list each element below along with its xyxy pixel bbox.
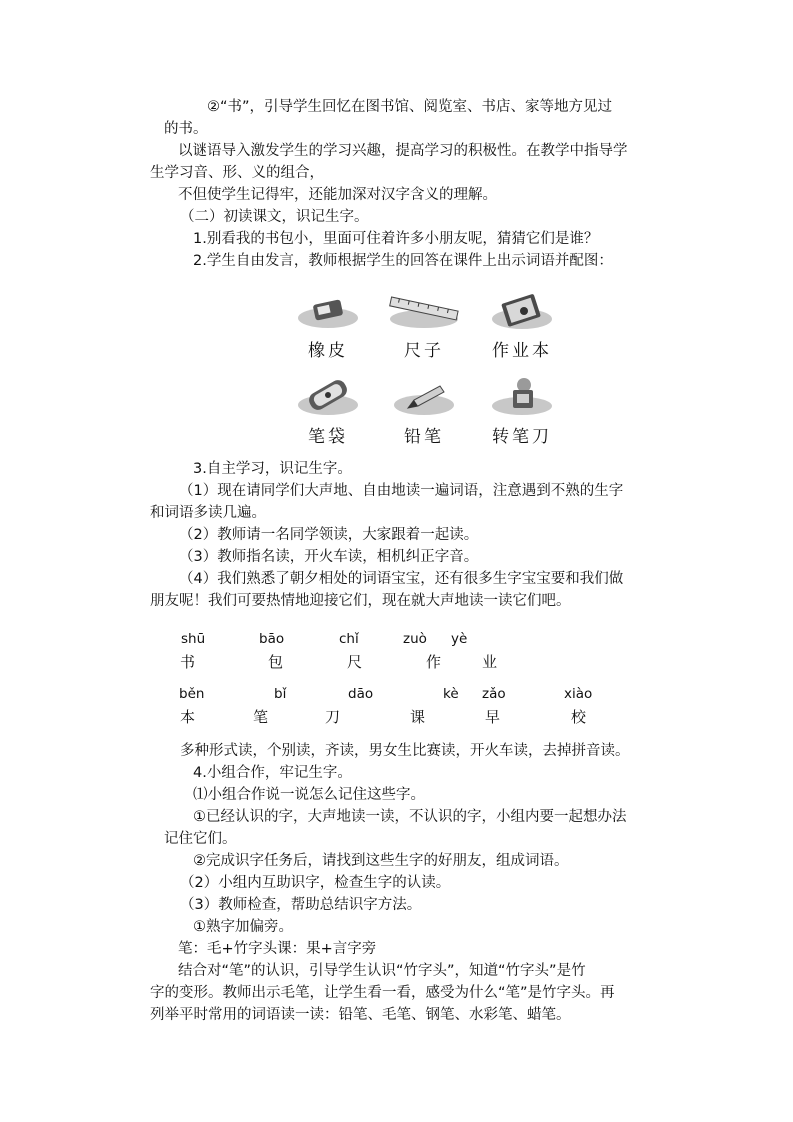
pinyin-syllable: xiào bbox=[564, 686, 593, 702]
pinyin-syllable: shū bbox=[181, 631, 206, 647]
ruler-icon bbox=[386, 292, 462, 330]
hanzi-character: 尺 bbox=[347, 653, 363, 671]
hanzi-character: 刀 bbox=[325, 708, 341, 726]
figure-item-pencil bbox=[384, 378, 464, 447]
paragraph-line: 4.小组合作，牢记生字。 bbox=[193, 765, 352, 781]
pinyin-syllable: kè bbox=[443, 686, 459, 702]
paragraph-line: （2）教师请一名同学领读，大家跟着一起读。 bbox=[179, 527, 479, 543]
eraser-icon bbox=[296, 292, 360, 330]
pinyin-syllable: bāo bbox=[259, 631, 285, 647]
hanzi-character: 书 bbox=[180, 653, 196, 671]
paragraph-line: 笔：毛+竹字头课：果+言字旁 bbox=[178, 941, 377, 957]
paragraph-line: （3）教师指名读，开火车读，相机纠正字音。 bbox=[179, 549, 479, 565]
hanzi-character: 课 bbox=[410, 708, 426, 726]
figure-label: 转笔刀 bbox=[492, 427, 552, 447]
figure-label: 铅笔 bbox=[404, 427, 444, 447]
figure-item-sharpener bbox=[482, 378, 562, 447]
hanzi-character: 作 bbox=[426, 653, 442, 671]
figure-item-pencil-case bbox=[288, 378, 368, 447]
paragraph-line: （2）小组内互助识字，检查生字的认读。 bbox=[180, 875, 451, 891]
pencil-case-icon bbox=[296, 378, 360, 416]
paragraph-line: 记住它们。 bbox=[164, 831, 237, 847]
hanzi-character: 笔 bbox=[253, 708, 269, 726]
hanzi-character: 业 bbox=[482, 653, 498, 671]
pinyin-syllable: zǎo bbox=[482, 686, 506, 702]
figure-label: 尺子 bbox=[404, 341, 444, 361]
paragraph-line: 3.自主学习，识记生字。 bbox=[193, 461, 352, 477]
paragraph-line: 生学习音、形、义的组合， bbox=[150, 165, 324, 181]
paragraph-line: 的书。 bbox=[164, 121, 208, 137]
paragraph-line: ①熟字加偏旁。 bbox=[193, 919, 293, 935]
paragraph-line: 不但使学生记得牢，还能加深对汉字含义的理解。 bbox=[178, 187, 497, 203]
figure-item-ruler bbox=[384, 292, 464, 361]
paragraph-line: 多种形式读，个别读，齐读，男女生比赛读，开火车读，去掉拼音读。 bbox=[180, 743, 630, 759]
pinyin-syllable: chǐ bbox=[339, 631, 359, 647]
paragraph-line: ②“书”，引导学生回忆在图书馆、阅览室、书店、家等地方见过 bbox=[207, 99, 613, 115]
notebook-icon bbox=[490, 292, 554, 330]
hanzi-character: 包 bbox=[268, 653, 284, 671]
pencil-icon bbox=[392, 378, 456, 416]
paragraph-line: （3）教师检查，帮助总结识字方法。 bbox=[180, 897, 422, 913]
section-heading: （二）初读课文，识记生字。 bbox=[180, 209, 369, 225]
paragraph-line: ②完成识字任务后，请找到这些生字的好朋友，组成词语。 bbox=[193, 853, 569, 869]
pinyin-syllable: dāo bbox=[348, 686, 374, 702]
pinyin-syllable: zuò bbox=[403, 631, 427, 647]
figure-item-eraser bbox=[288, 292, 368, 361]
paragraph-line: 列举平时常用的词语读一读：铅笔、毛笔、钢笔、水彩笔、蜡笔。 bbox=[150, 1007, 571, 1023]
paragraph-line: ⑴小组合作说一说怎么记住这些字。 bbox=[193, 787, 425, 803]
figure-item-notebook bbox=[482, 292, 562, 361]
stationery-figure bbox=[288, 292, 563, 452]
paragraph-line: 结合对“笔”的认识，引导学生认识“竹字头”，知道“竹字头”是竹 bbox=[178, 963, 586, 979]
pinyin-syllable: yè bbox=[451, 631, 468, 647]
paragraph-line: 和词语多读几遍。 bbox=[150, 505, 266, 521]
paragraph-line: 2.学生自由发言，教师根据学生的回答在课件上出示词语并配图： bbox=[193, 253, 613, 269]
paragraph-line: （1）现在请同学们大声地、自由地读一遍词语，注意遇到不熟的生字 bbox=[179, 483, 624, 499]
figure-label: 作业本 bbox=[492, 341, 552, 361]
pinyin-syllable: bǐ bbox=[274, 686, 287, 702]
figure-label: 笔袋 bbox=[308, 427, 348, 447]
paragraph-line: （4）我们熟悉了朝夕相处的词语宝宝，还有很多生字宝宝要和我们做 bbox=[179, 571, 624, 587]
paragraph-line: 字的变形。教师出示毛笔，让学生看一看，感受为什么“笔”是竹字头。再 bbox=[150, 985, 615, 1001]
hanzi-character: 本 bbox=[180, 708, 196, 726]
sharpener-icon bbox=[490, 378, 554, 416]
hanzi-character: 校 bbox=[571, 708, 587, 726]
paragraph-line: 1.别看我的书包小，里面可住着许多小朋友呢，猜猜它们是谁？ bbox=[193, 231, 599, 247]
figure-label: 橡皮 bbox=[308, 341, 348, 361]
paragraph-line: 朋友呢！我们可要热情地迎接它们，现在就大声地读一读它们吧。 bbox=[150, 593, 571, 609]
paragraph-line: ①已经认识的字，大声地读一读，不认识的字，小组内要一起想办法 bbox=[193, 809, 627, 825]
paragraph-line: 以谜语导入激发学生的学习兴趣，提高学习的积极性。在教学中指导学 bbox=[178, 143, 628, 159]
hanzi-character: 早 bbox=[485, 708, 501, 726]
pinyin-syllable: běn bbox=[179, 686, 205, 702]
